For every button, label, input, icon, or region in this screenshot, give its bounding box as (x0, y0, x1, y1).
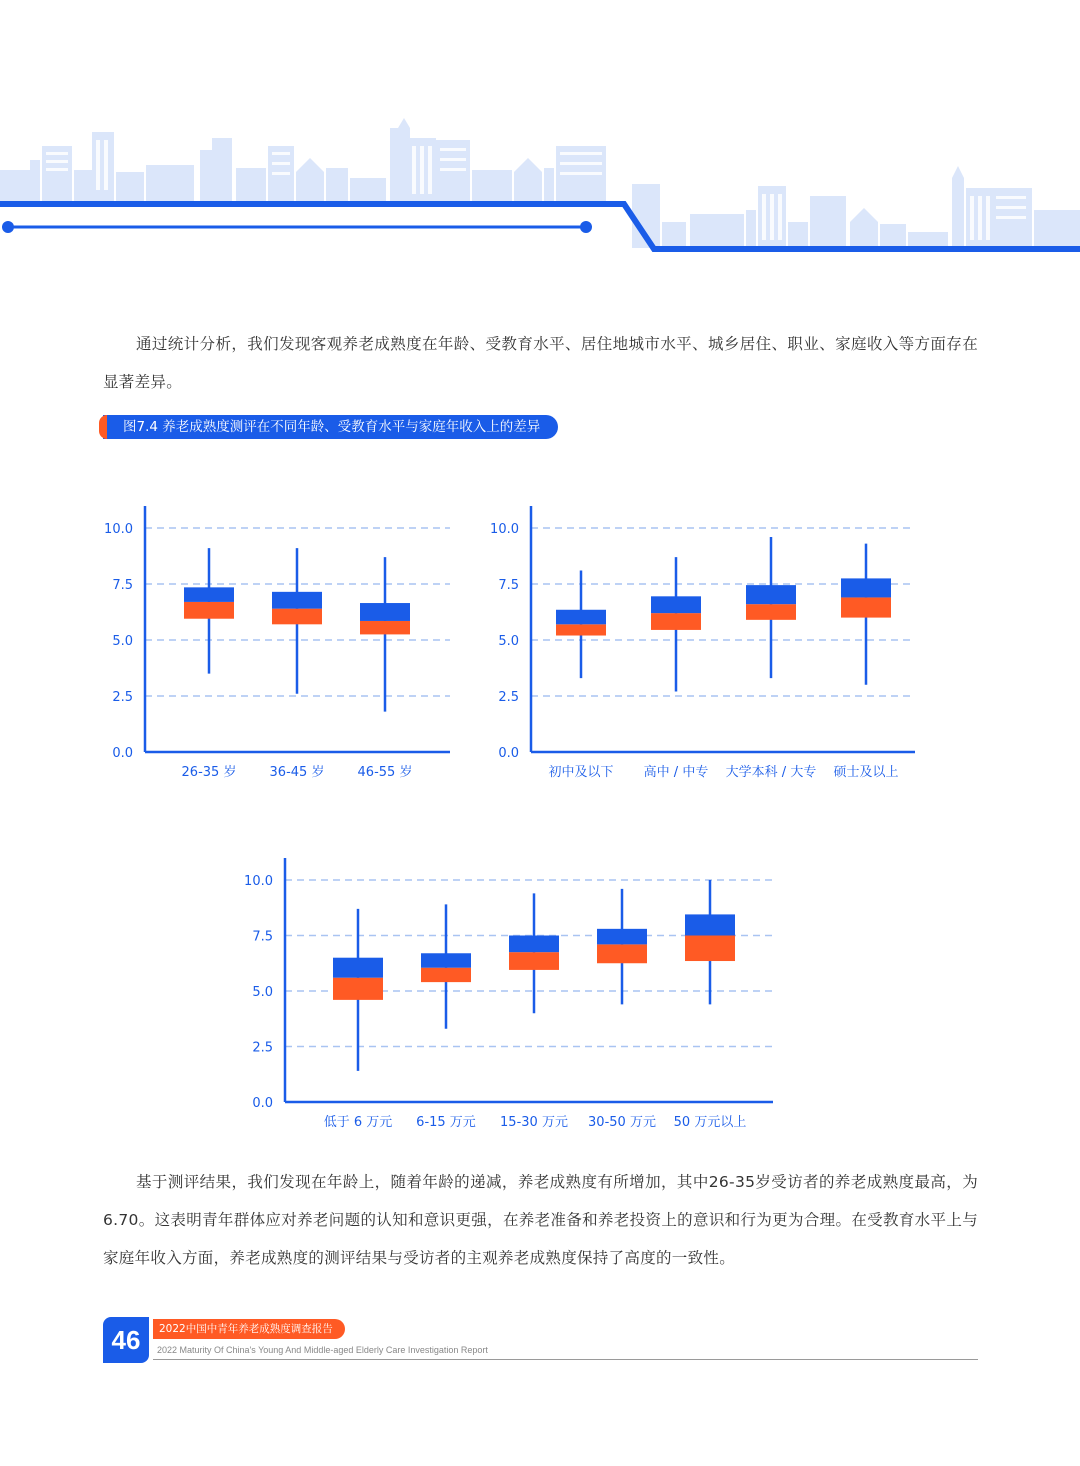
box-lower-half (597, 944, 647, 963)
box-2 (421, 904, 471, 1028)
boxplot-income (235, 850, 785, 1140)
x-category-label: 低于 6 万元 (323, 1115, 393, 1130)
intro-paragraph-text: 通过统计分析，我们发现客观养老成熟度在年龄、受教育水平、居住地城市水平、城乡居住、职业、家庭收入等方面存在显著差异。 (103, 335, 978, 391)
box-1 (184, 548, 234, 673)
x-category-label: 6-15 万元 (416, 1115, 476, 1130)
box-lower-half (421, 968, 471, 982)
x-category-label: 硕士及以上 (833, 765, 899, 780)
y-tick-label: 2.5 (498, 690, 519, 705)
page-footer (103, 1315, 978, 1365)
skyline-header-decoration (0, 0, 1080, 270)
y-tick-label: 5.0 (112, 634, 133, 649)
box-upper-half (509, 936, 559, 953)
page-number: 46 (103, 1317, 149, 1363)
box-1 (556, 571, 606, 679)
box-lower-half (841, 597, 891, 617)
x-category-label: 15-30 万元 (500, 1115, 568, 1130)
box-upper-half (184, 587, 234, 602)
box-upper-half (421, 953, 471, 967)
report-title-cn: 2022中国中青年养老成熟度调查报告 (153, 1319, 345, 1339)
box-lower-half (184, 602, 234, 619)
y-tick-label: 5.0 (252, 985, 273, 1000)
y-tick-label: 0.0 (252, 1096, 273, 1111)
box-upper-half (360, 603, 410, 621)
y-tick-label: 10.0 (104, 522, 133, 537)
y-tick-label: 2.5 (252, 1040, 273, 1056)
x-category-label: 30-50 万元 (588, 1115, 656, 1130)
box-lower-half (746, 604, 796, 620)
box-upper-half (746, 585, 796, 604)
box-lower-half (685, 936, 735, 962)
box-lower-half (651, 613, 701, 630)
x-category-label: 36-45 岁 (269, 765, 325, 780)
conclusion-paragraph-text: 基于测评结果，我们发现在年龄上，随着年龄的递减，养老成熟度有所增加，其中26-35岁受访者的养老成熟度最高，为6.70。这表明青年群体应对养老问题的认知和意识更强，在养老准备和养老投资上的意识和行为更为合理。在受教育水平上与家庭年收入方面，养老成熟度的测评结果与受访者的主观养老成熟度保持了高度的一致性。 (103, 1173, 978, 1267)
y-tick-label: 5.0 (498, 634, 519, 649)
y-tick-label: 0.0 (498, 746, 519, 761)
y-tick-label: 7.5 (112, 578, 133, 593)
boxplot-education (483, 500, 923, 790)
boxplot-age (95, 500, 465, 790)
box-upper-half (597, 929, 647, 945)
x-category-label: 大学本科 / 大专 (725, 765, 817, 780)
y-tick-label: 10.0 (490, 522, 519, 537)
x-category-label: 高中 / 中专 (643, 765, 709, 780)
box-5 (685, 880, 735, 1004)
y-tick-label: 0.0 (112, 746, 133, 761)
figure-caption: 图7.4 养老成熟度测评在不同年龄、受教育水平与家庭年收入上的差异 (103, 415, 558, 439)
box-upper-half (556, 610, 606, 625)
x-category-label: 50 万元以上 (673, 1115, 747, 1130)
box-4 (841, 544, 891, 685)
y-tick-label: 2.5 (112, 690, 133, 705)
y-tick-label: 7.5 (252, 929, 273, 945)
conclusion-paragraph (103, 1163, 978, 1277)
box-3 (360, 557, 410, 712)
box-lower-half (333, 978, 383, 1000)
box-upper-half (685, 914, 735, 935)
box-2 (272, 548, 322, 694)
box-lower-half (272, 609, 322, 625)
intro-paragraph (103, 325, 978, 401)
x-category-label: 初中及以下 (548, 765, 614, 780)
box-upper-half (651, 596, 701, 613)
box-upper-half (841, 578, 891, 597)
box-lower-half (360, 621, 410, 634)
box-lower-half (556, 624, 606, 635)
box-upper-half (272, 592, 322, 609)
report-title-en: 2022 Maturity Of China's Young And Middle-aged Elderly Care Investigation Report (157, 1345, 488, 1355)
x-category-label: 46-55 岁 (357, 765, 413, 780)
box-3 (746, 537, 796, 678)
box-lower-half (509, 952, 559, 970)
box-2 (651, 557, 701, 691)
y-tick-label: 10.0 (244, 874, 273, 889)
box-3 (509, 893, 559, 1013)
x-category-label: 26-35 岁 (181, 765, 237, 780)
footer-divider (153, 1359, 978, 1360)
box-4 (597, 889, 647, 1004)
y-tick-label: 7.5 (498, 578, 519, 593)
box-upper-half (333, 958, 383, 978)
